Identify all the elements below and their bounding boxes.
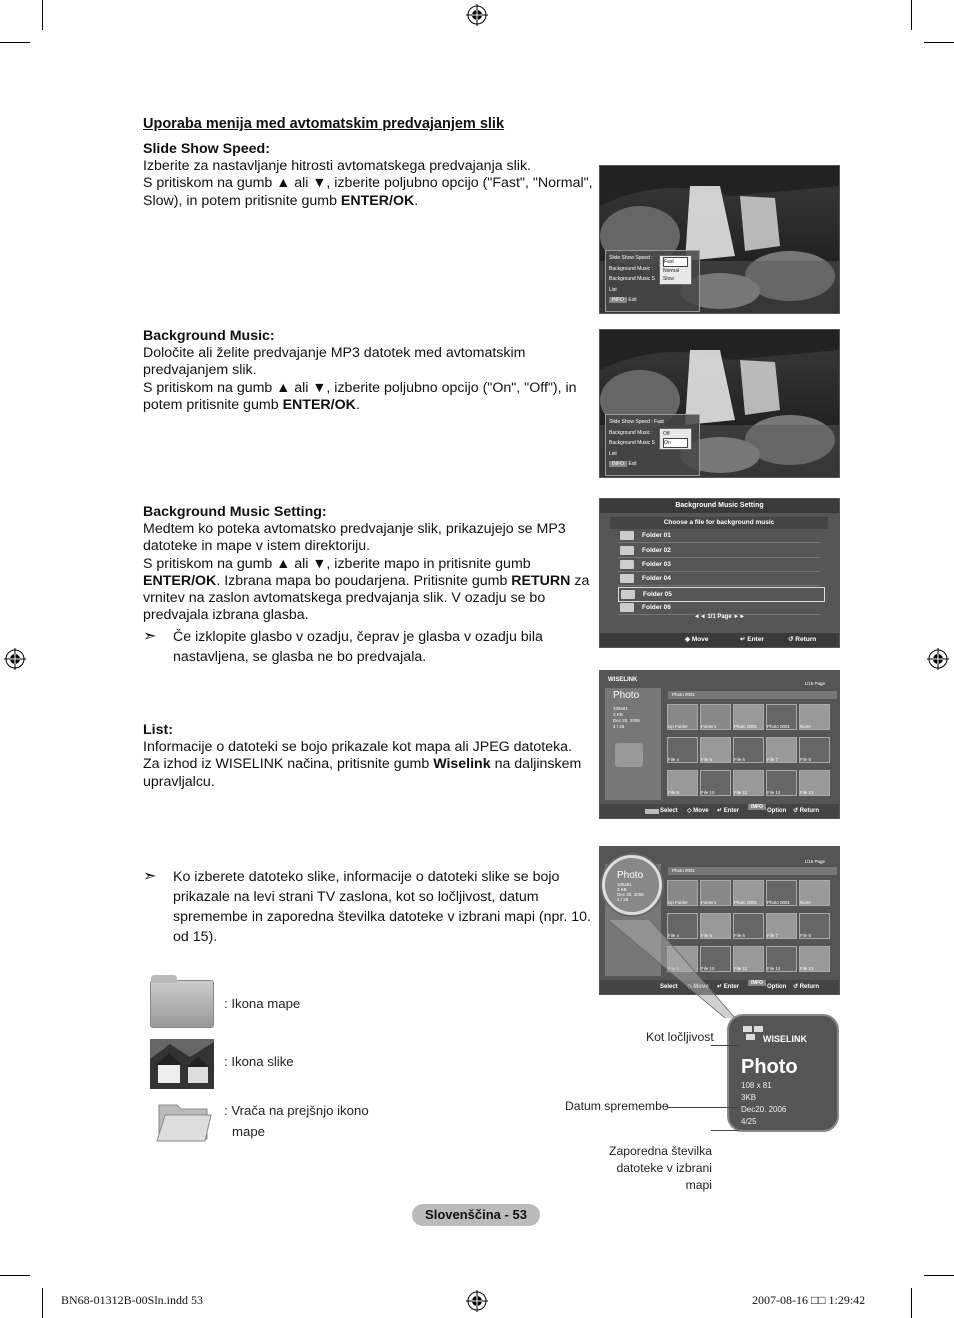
photo-info-callout — [727, 1014, 839, 1132]
screenshot-slide-show-speed — [599, 165, 840, 314]
info-side-panel: Photo 108x81 3 KB Dec 20, 2006 4 / 25 — [605, 688, 661, 800]
folder-item[interactable]: Folder 04 — [618, 572, 820, 586]
registration-mark-icon — [4, 648, 26, 670]
folder-item[interactable]: Folder 02 — [618, 544, 820, 558]
page-indicator: 1/16 Page — [804, 681, 825, 686]
section-title: Background Music: — [143, 328, 275, 344]
select-button-icon — [645, 809, 659, 814]
section-title: List: — [143, 722, 173, 738]
section-text: S pritiskom na gumb ▲ ali ▼, izberite poljubno opcijo ("On", "Off"), in potem pritisnite gumb — [143, 379, 577, 413]
thumbnail-label: Folder1 — [701, 900, 717, 905]
thumbnail-label: File 7 — [767, 757, 779, 762]
screen-footer — [600, 633, 839, 647]
section-text: Izberite za nastavljanje hitrosti avtomatskega predvajanja slik. — [143, 158, 531, 175]
wiselink-logo: WISELINK — [608, 677, 638, 683]
crop-mark — [42, 1288, 43, 1318]
section-background-music-setting: Background Music Setting: Medtem ko poteka avtomatsko predvajanje slik, prikazujejo se MP3 datoteke in mape v istem direktoriju. S pritiskom na gumb ▲ ali ▼, izberite mapo in pritisnite gumb ENTER/OK. Izbrana mapa bo poudarjena. Pritisnite gumb RETURN za vrnitev na zaslon avtomatskega predvajanja slik. V ozadju se bo predvajala izbrana glasba. — [143, 504, 593, 624]
section-background-music: Background Music: Določite ali želite predvajanje MP3 datotek med avtomatskim predvajanjem slik. S pritiskom na gumb ▲ ali ▼, izberite poljubno opcijo ("On", "Off"), in potem pritisnite gumb ENTER/OK. — [143, 328, 593, 414]
crop-mark — [911, 0, 912, 30]
info-button[interactable]: INFO — [748, 980, 766, 986]
note-music-off: ➣ Če izklopite glasbo v ozadju, čeprav je glasba v ozadju bila nastavljena, se glasba ne bo predvajala. — [143, 628, 543, 665]
section-text: S pritiskom na gumb ▲ ali ▼, izberite poljubno opcijo ("Fast", "Normal", Slow), in potem pritisnite gumb — [143, 175, 593, 209]
thumbnail-label: Photo 0001 — [734, 724, 758, 729]
callout-info — [741, 1080, 786, 1128]
folder-icon — [621, 590, 635, 599]
up-folder-icon — [155, 1097, 213, 1143]
section-text: Informacije o datoteki se bojo prikazale kot mapa ali JPEG datoteka. — [143, 739, 573, 756]
print-date: 2007-08-16 □□ 1:29:42 — [752, 1293, 866, 1307]
slide-show-osd-menu: Slide Show Speed : Background Music : Background Music S List INFO Exit — [605, 250, 700, 312]
thumbnail-label: None — [800, 724, 811, 729]
thumbnail-label: File 12 — [767, 790, 781, 795]
crop-mark — [911, 1288, 912, 1318]
screen-footer: Select ↵ Enter INFO Option ↺ Return — [600, 980, 839, 994]
thumbnail-label: None — [800, 900, 811, 905]
section-title: Background Music Setting: — [143, 504, 327, 520]
return-hint: ↺ Return — [788, 636, 817, 643]
camera-icon — [615, 743, 643, 767]
date: Dec20. 2006 — [741, 1105, 787, 1114]
info-button[interactable]: INFO — [609, 297, 627, 303]
section-slide-show-speed: Slide Show Speed: Izberite za nastavljanje hitrosti avtomatskega predvajanja slik. S pritiskom na gumb ▲ ali ▼, izberite poljubno opcijo ("Fast", "Normal", Slow), in potem pritisnite gumb ENTER/OK. — [143, 141, 593, 209]
crop-mark — [924, 1275, 954, 1276]
registration-mark-icon — [466, 4, 488, 26]
thumbnail-label: Folder1 — [701, 724, 717, 729]
thumbnail-label: Up Folder — [668, 724, 688, 729]
folder-icon — [620, 574, 634, 583]
file-info: 108x81 3 KB Dec 20, 2006 4 / 25 — [613, 706, 640, 729]
section-text: Določite ali želite predvajanje MP3 datotek med avtomatskim predvajanjem slik. — [143, 345, 526, 379]
info-button[interactable]: INFO — [748, 804, 766, 810]
thumbnail-label: File 11 — [734, 966, 748, 971]
thumbnail-label: File 5 — [701, 933, 713, 938]
resolution: 108 x 81 — [741, 1081, 772, 1090]
registration-mark-icon — [927, 648, 949, 670]
folder-path: Photo 0001 — [668, 867, 837, 875]
screenshot-background-music — [599, 329, 840, 478]
thumbnail-label: File 10 — [701, 966, 715, 971]
enter-key-label: ENTER/OK — [340, 192, 415, 209]
folder-icon — [620, 560, 634, 569]
screen-footer: Select ◇ Move ↵ Enter INFO Option ↺ Return — [600, 804, 839, 818]
thumbnail-label: File 6 — [734, 757, 746, 762]
option-fast[interactable]: Fast — [663, 257, 688, 267]
note-arrow-icon: ➣ — [143, 628, 157, 645]
move-hint: ◆ Move — [685, 636, 709, 643]
section-text: Medtem ko poteka avtomatsko predvajanje slik, prikazujejo se MP3 datoteke in mape v istem direktoriju. — [143, 521, 566, 555]
screen-subtitle: Choose a file for background music — [610, 517, 828, 529]
image-icon — [150, 1039, 214, 1089]
option-on[interactable]: On — [663, 438, 688, 448]
page-indicator: ◄◄ 1/1 Page ►► — [693, 614, 746, 620]
zoom-cone — [600, 900, 840, 1020]
thumbnail-label: File 5 — [701, 757, 713, 762]
enter-key-label: ENTER/OK — [143, 572, 217, 589]
section-title: Slide Show Speed: — [143, 141, 270, 157]
screenshot-background-music-setting — [599, 498, 840, 648]
thumbnail-label: File 7 — [767, 933, 779, 938]
wiselink-logo: WISELINK — [763, 1034, 807, 1044]
file-number: 4/25 — [741, 1117, 757, 1126]
callout-title: Photo — [741, 1056, 798, 1078]
page-indicator: 1/16 Page — [804, 859, 825, 864]
image-icon-label: : Ikona slike — [224, 1054, 294, 1069]
section-list: List: Informacije o datoteki se bojo prikazale kot mapa ali JPEG datoteka. Za izhod iz WISELINK načina, pritisnite gumb Wiselink na daljinskem upravljalcu. — [143, 722, 593, 791]
up-folder-icon-label: : Vrača na prejšnjo ikono — [224, 1103, 369, 1118]
crop-mark — [924, 42, 954, 43]
option-slow[interactable]: Slow — [663, 276, 674, 282]
page-number-badge: Slovenščina - 53 — [412, 1204, 540, 1226]
thumbnail-label: File 4 — [668, 933, 680, 938]
return-key-label: RETURN — [511, 572, 571, 589]
thumbnail-label: File 13 — [800, 790, 814, 795]
thumbnail-label: File 6 — [734, 933, 746, 938]
folder-path: Photo 0001 — [668, 691, 837, 699]
page-heading: Uporaba menija med avtomatskim predvajanjem slik — [143, 116, 505, 132]
wiselink-key-label: Wiselink — [433, 756, 491, 773]
enter-hint: ↵ Enter — [740, 636, 764, 643]
label-file-number: Zaporedna številka datoteke v izbrani mapi — [609, 1144, 712, 1192]
background-music-osd-menu: Slide Show Speed : Fast Background Music : Background Music S List INFO Exit — [605, 414, 700, 476]
registration-mark-icon — [466, 1290, 488, 1312]
crop-mark — [0, 1275, 30, 1276]
thumbnail-label: File 12 — [767, 966, 781, 971]
label-date: Datum spremembe — [565, 1099, 669, 1113]
folder-item[interactable]: Folder 01 — [618, 529, 820, 543]
thumbnail-label: Up Folder — [668, 900, 688, 905]
thumbnail-label: File 8 — [800, 757, 812, 762]
thumbnail-label: File 4 — [668, 757, 680, 762]
screenshot-wiselink-list — [599, 670, 840, 819]
leader-line — [711, 1045, 739, 1046]
folder-icon-label: : Ikona mape — [224, 996, 301, 1011]
speed-options-popup — [659, 255, 692, 285]
thumbnail-label: Photo 0001 — [767, 900, 791, 905]
enter-key-label: ENTER/OK — [282, 396, 356, 413]
leader-line — [711, 1130, 739, 1131]
folder-item[interactable]: Folder 03 — [618, 558, 820, 572]
wiselink-logo-icon — [743, 1026, 763, 1040]
thumbnail-label: Photo 0001 — [767, 724, 791, 729]
note-arrow-icon: ➣ — [143, 868, 157, 885]
thumbnail-label: Photo 0001 — [734, 900, 758, 905]
thumbnail-label: File 10 — [701, 790, 715, 795]
crop-mark — [42, 0, 43, 30]
screen-header: Background Music Setting — [600, 499, 839, 513]
thumbnail-label: File 9 — [668, 790, 680, 795]
thumbnail-label: File 8 — [800, 933, 812, 938]
label-resolution: Kot ločljivost — [646, 1030, 714, 1044]
note-file-info: ➣ Ko izberete datoteko slike, informacije o datoteki slike se bojo prikazale na levi strani TV zaslona, kot so ločljivost, datum spremembe in zaporedna številka datoteke v izbrani mapi (npr. 10. od 15). — [143, 868, 591, 945]
folder-icon — [620, 603, 634, 612]
leader-line — [667, 1107, 738, 1108]
up-folder-icon-label: mape — [232, 1124, 265, 1139]
crop-mark — [0, 42, 30, 43]
music-options-popup — [659, 428, 692, 450]
folder-icon — [620, 531, 634, 540]
thumbnail-label: File 13 — [800, 966, 814, 971]
folder-item-selected[interactable]: Folder 05 — [618, 587, 825, 602]
option-off[interactable]: Off — [663, 431, 670, 437]
folder-item[interactable]: Folder 06 — [618, 601, 820, 615]
file-name: BN68-01312B-00Sln.indd 53 — [61, 1293, 204, 1307]
option-normal[interactable]: Normal — [663, 268, 680, 274]
folder-icon — [620, 546, 634, 555]
file-size: 3KB — [741, 1093, 757, 1102]
thumbnail-label: File 11 — [734, 790, 748, 795]
folder-icon — [150, 980, 214, 1028]
info-button[interactable]: INFO — [609, 461, 627, 467]
magnifier-circle: Photo 108x81 3 KB Dec 20, 2006 4 / 25 — [602, 855, 662, 915]
